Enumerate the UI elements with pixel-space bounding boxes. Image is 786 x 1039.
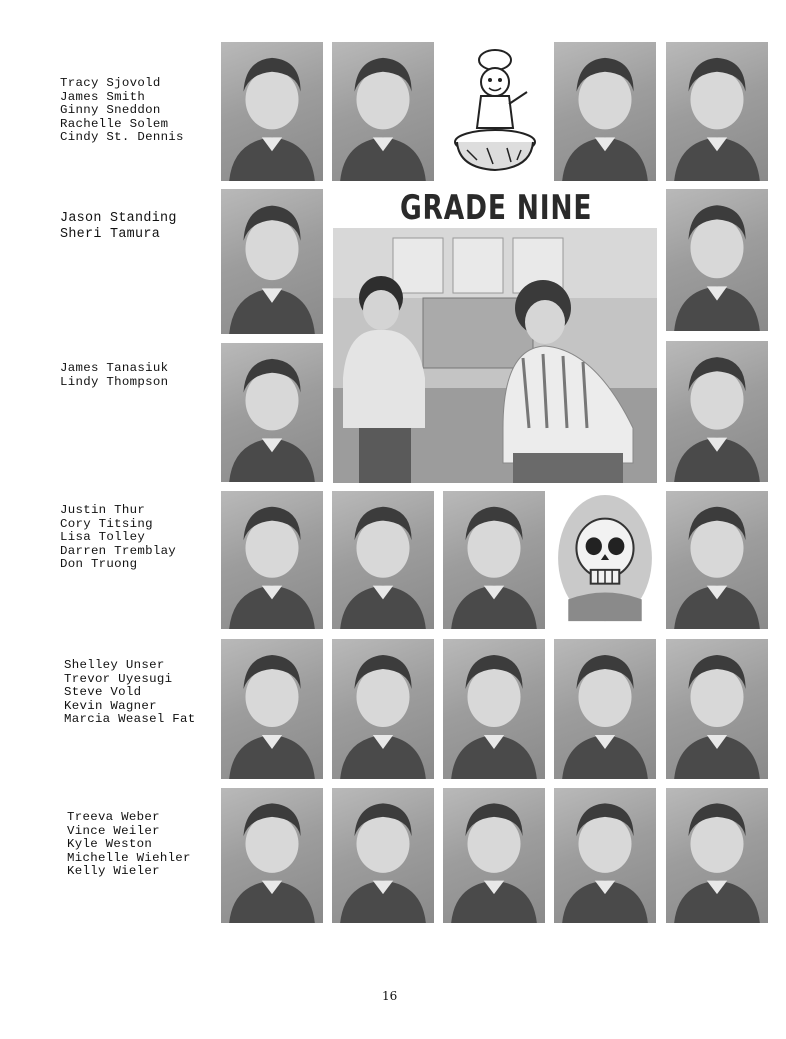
student-name: Treeva Weber (67, 810, 160, 824)
student-photo (666, 491, 768, 629)
student-photo (666, 341, 768, 482)
student-name: Cory Titsing (60, 516, 153, 531)
name-list-row-5 (64, 659, 196, 727)
skull-icon (554, 491, 656, 629)
chef-mascot-icon (447, 46, 545, 176)
student-photo (332, 639, 434, 779)
student-name: James Smith (60, 89, 146, 104)
page-number: 16 (382, 989, 398, 1003)
student-photo (221, 343, 323, 482)
student-photo (332, 491, 434, 629)
student-name: Lisa Tolley (60, 530, 146, 545)
student-name: Kelly Wieler (67, 864, 160, 879)
student-name: Kyle Weston (67, 837, 153, 852)
student-name: Shelley Unser (64, 658, 165, 672)
name-list-row-4 (60, 504, 176, 572)
student-name: Vince Weiler (67, 823, 160, 838)
student-name: Darren Tremblay (60, 543, 177, 558)
student-photo (666, 42, 768, 181)
name-list-row-6 (67, 811, 191, 879)
student-name: Justin Thur (60, 503, 146, 517)
student-name: Rachelle Solem (60, 116, 169, 131)
student-name: Lindy Thompson (60, 374, 169, 389)
name-list-row-3 (60, 362, 168, 389)
student-name: Tracy Sjovold (60, 76, 161, 90)
student-photo (221, 189, 323, 334)
student-name: Kevin Wagner (64, 698, 157, 713)
student-photo (332, 42, 434, 181)
student-photo (221, 639, 323, 779)
student-name: James Tanasiuk (60, 361, 169, 375)
student-photo (443, 788, 545, 923)
student-name: Trevor Uyesugi (64, 671, 173, 686)
student-name: Sheri Tamura (60, 226, 161, 242)
student-photo (332, 788, 434, 923)
group-photo (333, 228, 657, 483)
name-list-row-1 (60, 77, 184, 145)
student-photo (221, 42, 323, 181)
student-photo (221, 491, 323, 629)
student-name: Cindy St. Dennis (60, 130, 184, 145)
student-name: Steve Vold (64, 685, 142, 700)
student-photo (443, 639, 545, 779)
student-photo (554, 42, 656, 181)
page-title: GRADE NINE (400, 188, 593, 228)
name-list-row-2 (60, 211, 177, 242)
student-photo (554, 639, 656, 779)
student-photo (666, 639, 768, 779)
student-photo (443, 491, 545, 629)
student-name: Marcia Weasel Fat (64, 712, 196, 727)
student-name: Jason Standing (60, 211, 177, 226)
student-photo (221, 788, 323, 923)
student-photo (554, 788, 656, 923)
student-name: Ginny Sneddon (60, 103, 161, 118)
student-photo (666, 189, 768, 331)
student-name: Michelle Wiehler (67, 850, 191, 865)
student-photo (666, 788, 768, 923)
student-name: Don Truong (60, 557, 138, 572)
